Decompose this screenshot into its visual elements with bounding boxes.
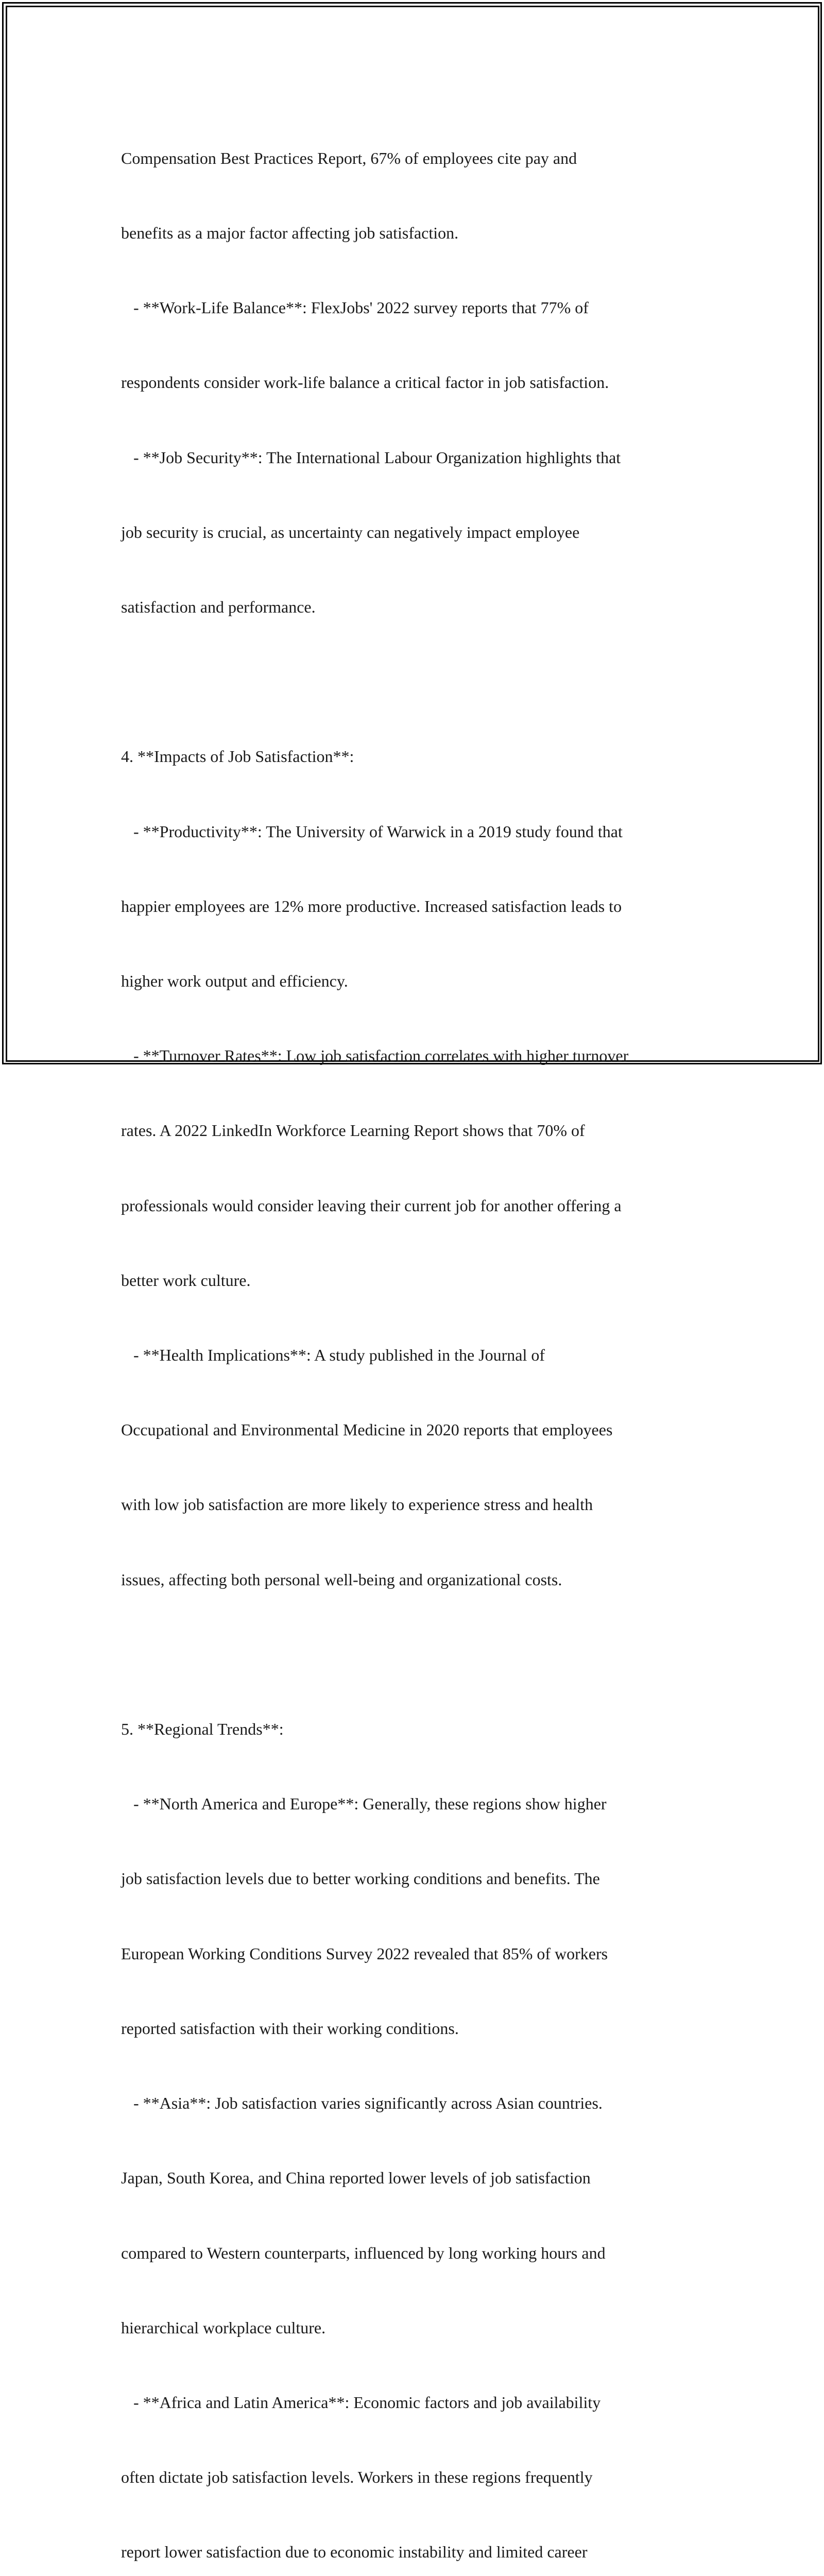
text-line: compared to Western counterparts, influenced by long working hours and: [121, 2243, 606, 2262]
text-line: report lower satisfaction due to economic instability and limited career: [121, 2543, 588, 2562]
text-line: hierarchical workplace culture.: [121, 2318, 326, 2337]
text-line: often dictate job satisfaction levels. Workers in these regions frequently: [121, 2468, 593, 2487]
text-line: with low job satisfaction are more likely to experience stress and health: [121, 1495, 593, 1514]
text-line: issues, affecting both personal well-being and organizational costs.: [121, 1570, 562, 1589]
list-item-productivity: - **Productivity**: The University of Warwick in a 2019 study found that: [121, 822, 623, 841]
text-line: better work culture.: [121, 1270, 251, 1290]
text-line: Japan, South Korea, and China reported lower levels of job satisfaction: [121, 2168, 591, 2188]
list-item-africa-latin-america: - **Africa and Latin America**: Economic factors and job availability: [121, 2393, 601, 2412]
text-line: benefits as a major factor affecting job satisfaction.: [121, 224, 459, 243]
section-heading-regional-trends: 5. **Regional Trends**:: [121, 1720, 284, 1739]
text-line: satisfaction and performance.: [121, 598, 316, 617]
text-line: happier employees are 12% more productive. Increased satisfaction leads to: [121, 896, 622, 916]
text-line: reported satisfaction with their working conditions.: [121, 2019, 459, 2038]
paragraph-gap: [121, 669, 713, 694]
text-line: rates. A 2022 LinkedIn Workforce Learning Report shows that 70% of: [121, 1121, 585, 1140]
text-line: European Working Conditions Survey 2022 revealed that 85% of workers: [121, 1944, 608, 1963]
paragraph-gap: [121, 1642, 713, 1667]
list-item-turnover-rates: - **Turnover Rates**: Low job satisfaction correlates with higher turnover: [121, 1046, 629, 1065]
text-line: job satisfaction levels due to better working conditions and benefits. The: [121, 1869, 600, 1888]
list-item-north-america-europe: - **North America and Europe**: Generally, these regions show higher: [121, 1794, 607, 1814]
list-item-work-life-balance: - **Work-Life Balance**: FlexJobs' 2022 survey reports that 77% of: [121, 298, 589, 317]
document-body: [121, 96, 713, 2576]
text-line: Occupational and Environmental Medicine in 2020 reports that employees: [121, 1420, 613, 1439]
list-item-job-security: - **Job Security**: The International Labour Organization highlights that: [121, 448, 621, 467]
text-line: higher work output and efficiency.: [121, 972, 348, 991]
section-heading-impacts: 4. **Impacts of Job Satisfaction**:: [121, 747, 354, 766]
text-line: Compensation Best Practices Report, 67% of employees cite pay and: [121, 148, 577, 167]
list-item-health-implications: - **Health Implications**: A study published in the Journal of: [121, 1346, 545, 1365]
text-line: professionals would consider leaving their current job for another offering a: [121, 1196, 622, 1215]
text-line: respondents consider work-life balance a critical factor in job satisfaction.: [121, 373, 609, 392]
list-item-asia: - **Asia**: Job satisfaction varies significantly across Asian countries.: [121, 2094, 603, 2113]
text-line: job security is crucial, as uncertainty can negatively impact employee: [121, 522, 580, 541]
